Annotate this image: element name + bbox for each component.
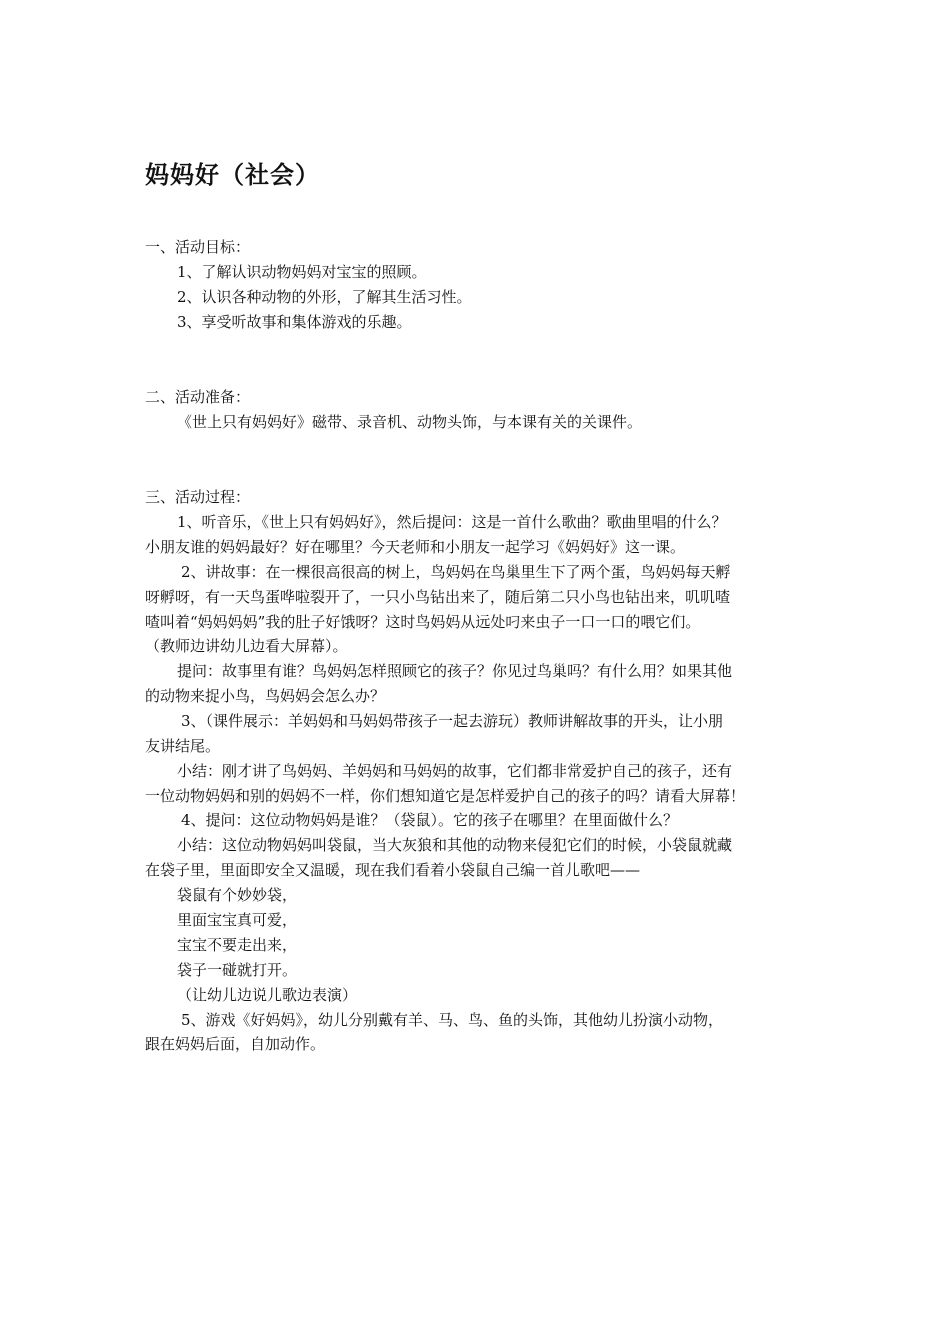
goals-heading: 一、活动目标： [145, 238, 251, 256]
rhyme-line: 里面宝宝真可爱， [177, 911, 298, 929]
process-line: 友讲结尾。 [145, 737, 221, 755]
process-line: 小结：刚才讲了鸟妈妈、羊妈妈和马妈妈的故事，它们都非常爱护自己的孩子，还有 [177, 762, 733, 780]
process-line: 的动物来捉小鸟，鸟妈妈会怎么办？ [145, 687, 386, 705]
prep-text: 《世上只有妈妈好》磁带、录音机、动物头饰，与本课有关的关课件。 [177, 413, 643, 431]
process-line: 小朋友谁的妈妈最好？好在哪里？今天老师和小朋友一起学习《妈妈好》这一课。 [145, 538, 686, 556]
process-line: （让幼儿边说儿歌边表演） [177, 986, 358, 1004]
goal-item: 1、了解认识动物妈妈对宝宝的照顾。 [177, 263, 427, 281]
document-title: 妈妈好（社会） [145, 161, 320, 189]
process-line: 提问：故事里有谁？鸟妈妈怎样照顾它的孩子？你见过鸟巢吗？有什么用？如果其他 [177, 662, 733, 680]
process-line: 3、（课件展示：羊妈妈和马妈妈带孩子一起去游玩）教师讲解故事的开头，让小朋 [181, 712, 724, 730]
process-line: 一位动物妈妈和别的妈妈不一样，你们想知道它是怎样爱护自己的孩子的吗？请看大屏幕！ [145, 787, 746, 805]
process-line: 在袋子里，里面即安全又温暖，现在我们看着小袋鼠自己编一首儿歌吧—— [145, 861, 641, 879]
goal-item: 3、享受听故事和集体游戏的乐趣。 [177, 313, 412, 331]
rhyme-line: 宝宝不要走出来， [177, 936, 298, 954]
process-line: 喳叫着“妈妈妈妈”我的肚子好饿呀？这时鸟妈妈从远处叼来虫子一口一口的喂它们。 [145, 613, 701, 631]
goal-item: 2、认识各种动物的外形，了解其生活习性。 [177, 288, 472, 306]
prep-heading: 二、活动准备： [145, 388, 251, 406]
process-line: 4、提问：这位动物妈妈是谁？（袋鼠）。它的孩子在哪里？在里面做什么？ [181, 811, 679, 829]
process-heading: 三、活动过程： [145, 488, 251, 506]
process-line: 小结：这位动物妈妈叫袋鼠，当大灰狼和其他的动物来侵犯它们的时候，小袋鼠就藏 [177, 836, 733, 854]
rhyme-line: 袋鼠有个妙妙袋， [177, 886, 298, 904]
process-line: 2、讲故事：在一棵很高很高的树上，鸟妈妈在鸟巢里生下了两个蛋，鸟妈妈每天孵 [181, 563, 731, 581]
process-line: 呀孵呀，有一天鸟蛋哗啦裂开了，一只小鸟钻出来了，随后第二只小鸟也钻出来，叽叽喳 [145, 588, 731, 606]
process-line: 1、听音乐，《世上只有妈妈好》，然后提问：这是一首什么歌曲？歌曲里唱的什么？ [177, 513, 727, 531]
process-line: 5、游戏《好妈妈》，幼儿分别戴有羊、马、鸟、鱼的头饰，其他幼儿扮演小动物， [181, 1011, 724, 1029]
process-line: （教师边讲幼儿边看大屏幕）。 [145, 637, 348, 655]
rhyme-line: 袋子一碰就打开。 [177, 961, 298, 979]
process-line: 跟在妈妈后面，自加动作。 [145, 1035, 326, 1053]
